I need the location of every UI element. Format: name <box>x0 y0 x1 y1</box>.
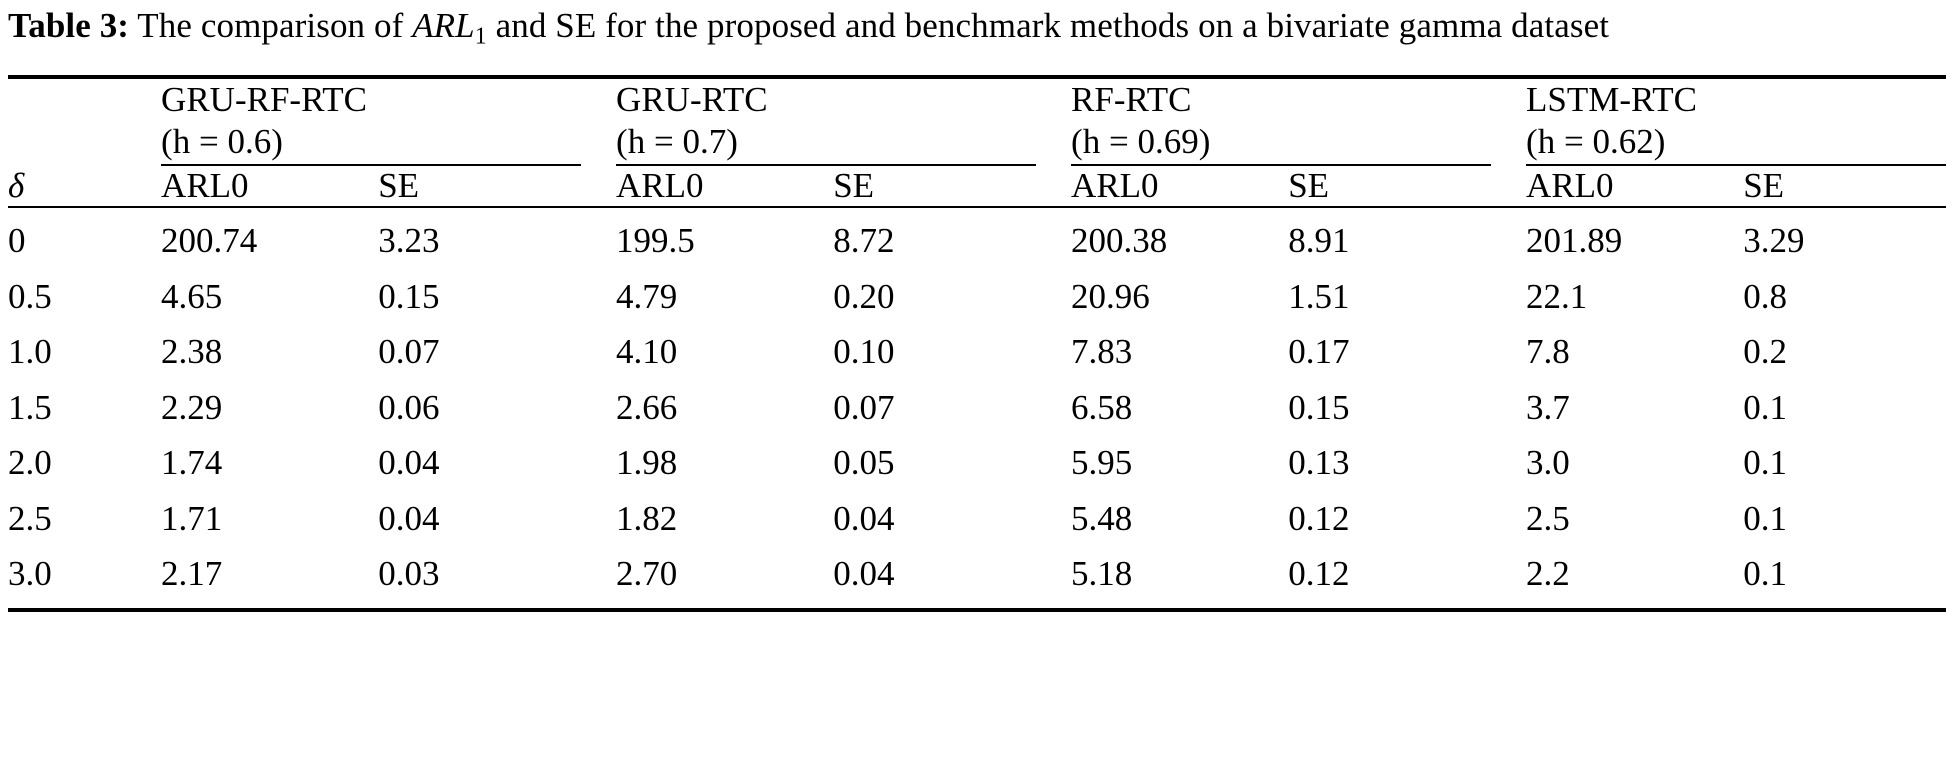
cell-arl0-4: 7.8 <box>1526 332 1570 371</box>
group-header-spacer <box>8 79 161 164</box>
row-delta: 2.0 <box>8 443 52 482</box>
cell-se-2: 0.07 <box>833 387 895 427</box>
cell-arl0-2: 1.98 <box>616 443 678 482</box>
column-header-se-4: SE <box>1743 166 1785 205</box>
cell-se-4: 0.1 <box>1743 387 1787 427</box>
cell-arl0-1: 2.38 <box>161 332 223 371</box>
group-header-gru-rf-rtc <box>161 79 581 164</box>
cell-gap-2 <box>1036 546 1071 608</box>
table-row <box>8 269 1946 325</box>
group-name: GRU-RF-RTC <box>161 79 368 119</box>
cell-arl0-3: 5.48 <box>1071 498 1133 538</box>
cell-gap-1 <box>581 207 616 269</box>
cell-se-2: 0.04 <box>833 554 895 593</box>
cell-arl0-1: 2.29 <box>161 387 223 427</box>
cell-se-3: 1.51 <box>1288 276 1350 316</box>
cell-se-3: 0.15 <box>1288 387 1350 427</box>
group-name: RF-RTC <box>1071 79 1192 119</box>
group-header-lstm-rtc <box>1526 79 1946 164</box>
column-header-row <box>8 165 1946 206</box>
group-threshold: (h = 0.69) <box>1071 122 1211 162</box>
cell-gap-1 <box>581 546 616 608</box>
cell-se-1: 0.04 <box>378 498 440 538</box>
cell-se-4: 0.1 <box>1743 554 1787 593</box>
column-header-se-2: SE <box>833 166 875 205</box>
table-row <box>8 546 1946 608</box>
group-header-row <box>8 79 1946 164</box>
group-header-gru-rtc <box>616 79 1036 164</box>
cell-arl0-1: 200.74 <box>161 221 258 260</box>
cell-gap-1 <box>581 380 616 436</box>
cell-se-3: 8.91 <box>1288 221 1350 260</box>
group-threshold: (h = 0.6) <box>161 122 283 162</box>
cell-gap-1 <box>581 269 616 325</box>
column-header-se-3: SE <box>1288 166 1330 205</box>
cell-se-4: 0.1 <box>1743 498 1787 538</box>
table-row <box>8 207 1946 269</box>
cell-se-3: 0.12 <box>1288 554 1350 593</box>
cell-se-1: 3.23 <box>378 221 440 260</box>
cell-arl0-4: 201.89 <box>1526 221 1623 260</box>
group-name: LSTM-RTC <box>1526 79 1698 119</box>
cell-se-1: 0.07 <box>378 332 440 371</box>
cell-arl0-3: 6.58 <box>1071 387 1133 427</box>
column-header-gap-2 <box>1036 165 1071 206</box>
row-delta: 0.5 <box>8 276 52 316</box>
group-header-rf-rtc <box>1071 79 1491 164</box>
cell-arl0-3: 20.96 <box>1071 276 1150 316</box>
cell-gap-3 <box>1491 324 1526 380</box>
cell-se-4: 0.2 <box>1743 332 1787 371</box>
cell-arl0-1: 2.17 <box>161 554 223 593</box>
caption-text-part1: The comparison of <box>129 6 413 45</box>
group-threshold: (h = 0.62) <box>1526 122 1666 162</box>
cell-arl0-1: 1.74 <box>161 443 223 482</box>
table-bottom-rule <box>8 608 1946 610</box>
cell-arl0-4: 3.7 <box>1526 387 1570 427</box>
cell-se-4: 0.8 <box>1743 276 1787 316</box>
cell-se-3: 0.17 <box>1288 332 1350 371</box>
cell-gap-2 <box>1036 269 1071 325</box>
table-row <box>8 491 1946 547</box>
cell-gap-3 <box>1491 207 1526 269</box>
table-body <box>8 207 1946 608</box>
group-name: GRU-RTC <box>616 79 768 119</box>
cell-se-2: 0.10 <box>833 332 895 371</box>
cell-gap-1 <box>581 324 616 380</box>
cell-arl0-3: 5.95 <box>1071 443 1133 482</box>
cell-se-4: 0.1 <box>1743 443 1787 482</box>
cell-arl0-3: 7.83 <box>1071 332 1133 371</box>
cell-arl0-1: 1.71 <box>161 498 223 538</box>
cell-arl0-1: 4.65 <box>161 276 223 316</box>
column-header-gap-3 <box>1491 165 1526 206</box>
cell-se-2: 8.72 <box>833 221 895 260</box>
column-header-arl0-4: ARL0 <box>1526 166 1614 205</box>
cell-arl0-2: 1.82 <box>616 498 678 538</box>
caption-text-part2: and SE for the proposed and benchmark methods on a bivariate gamma dataset <box>486 6 1610 45</box>
caption-math-arl: ARL <box>412 6 475 45</box>
cell-arl0-4: 22.1 <box>1526 276 1588 316</box>
table-row <box>8 380 1946 436</box>
table-caption <box>8 0 1946 53</box>
cell-se-1: 0.06 <box>378 387 440 427</box>
cell-arl0-4: 3.0 <box>1526 443 1570 482</box>
group-gap-3 <box>1491 79 1526 164</box>
column-header-arl0-3: ARL0 <box>1071 166 1159 205</box>
table-row <box>8 435 1946 491</box>
cell-gap-3 <box>1491 380 1526 436</box>
cell-gap-3 <box>1491 269 1526 325</box>
cell-gap-1 <box>581 491 616 547</box>
cell-se-2: 0.04 <box>833 498 895 538</box>
cell-gap-3 <box>1491 435 1526 491</box>
row-delta: 0 <box>8 221 26 260</box>
cell-se-3: 0.12 <box>1288 498 1350 538</box>
cell-arl0-3: 5.18 <box>1071 554 1133 593</box>
group-gap-1 <box>581 79 616 164</box>
column-header-delta: δ <box>8 166 25 205</box>
cell-gap-2 <box>1036 491 1071 547</box>
column-header-arl0-1: ARL0 <box>161 166 249 205</box>
cell-arl0-2: 199.5 <box>616 221 695 260</box>
row-delta: 2.5 <box>8 498 52 538</box>
group-gap-2 <box>1036 79 1071 164</box>
cell-gap-2 <box>1036 207 1071 269</box>
cell-gap-2 <box>1036 435 1071 491</box>
cell-gap-3 <box>1491 491 1526 547</box>
cell-se-1: 0.15 <box>378 276 440 316</box>
cell-se-2: 0.20 <box>833 276 895 316</box>
row-delta: 3.0 <box>8 554 52 593</box>
cell-gap-1 <box>581 435 616 491</box>
column-header-gap-1 <box>581 165 616 206</box>
cell-se-3: 0.13 <box>1288 443 1350 482</box>
cell-se-1: 0.04 <box>378 443 440 482</box>
row-delta: 1.5 <box>8 387 52 427</box>
cell-arl0-2: 4.10 <box>616 332 678 371</box>
cell-gap-2 <box>1036 324 1071 380</box>
cell-se-4: 3.29 <box>1743 221 1805 260</box>
row-delta: 1.0 <box>8 332 52 371</box>
group-threshold: (h = 0.7) <box>616 122 738 162</box>
cell-arl0-2: 4.79 <box>616 276 678 316</box>
cell-arl0-3: 200.38 <box>1071 221 1168 260</box>
cell-gap-3 <box>1491 546 1526 608</box>
table-row <box>8 324 1946 380</box>
caption-label: Table 3: <box>8 6 130 45</box>
column-header-se-1: SE <box>378 166 420 205</box>
cell-arl0-2: 2.66 <box>616 387 678 427</box>
column-header-arl0-2: ARL0 <box>616 166 704 205</box>
cell-se-1: 0.03 <box>378 554 440 593</box>
cell-arl0-2: 2.70 <box>616 554 678 593</box>
cell-arl0-4: 2.5 <box>1526 498 1570 538</box>
cell-arl0-4: 2.2 <box>1526 554 1570 593</box>
comparison-table <box>8 75 1946 612</box>
caption-math-subscript: 1 <box>474 23 487 50</box>
cell-gap-2 <box>1036 380 1071 436</box>
cell-se-2: 0.05 <box>833 443 895 482</box>
